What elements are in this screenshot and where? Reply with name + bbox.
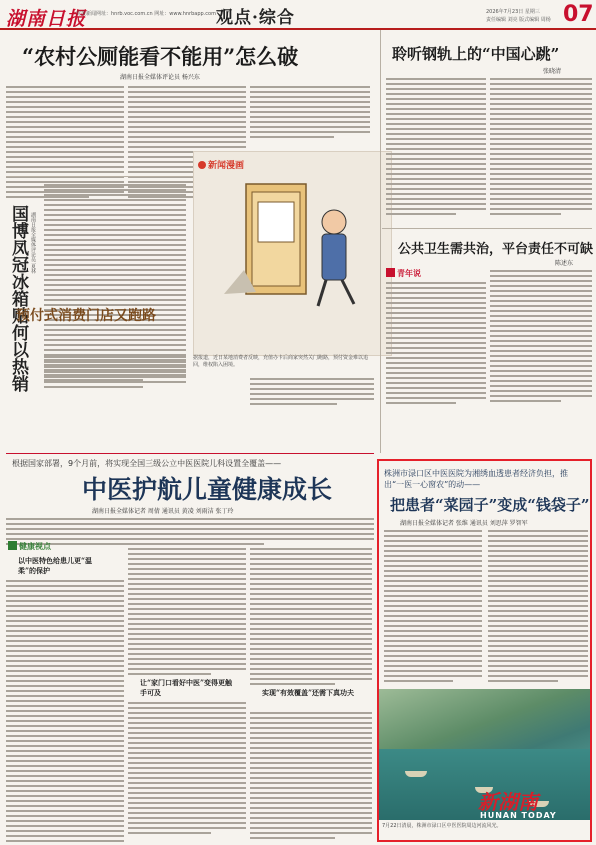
masthead-info: 党报新闻网址：hnrb.voc.com.cn 网址：www.hnrbapp.com [76, 11, 216, 17]
lead-story-headline: 中医护航儿童健康成长 [82, 475, 333, 504]
article3-byline: 陈述东 [555, 260, 574, 267]
lead-story-col3-top [250, 548, 372, 685]
lead-story-rule [6, 453, 374, 454]
lead-story-kicker: 根据国家部署，9个月前，将实现全国三级公立中医医院儿科设置全覆盖—— [12, 459, 282, 468]
article1-col3 [250, 86, 370, 138]
article1-col1 [6, 86, 124, 198]
news-cartoon [193, 151, 392, 356]
masthead-meta [486, 8, 558, 24]
section-title: 观点·综合 [216, 8, 295, 28]
editor-credits: 责任编辑 刘亮 版式编辑 周杨 [486, 17, 551, 23]
article2-headline: 聆听钢轨上的“中国心跳” [392, 45, 560, 63]
article3-col2 [490, 270, 592, 402]
cartoon-illustration [194, 174, 393, 324]
photo-caption: 7月22日清晨，株洲市渌口区中医医院周边河流风光。 [382, 823, 502, 829]
newspaper-logo: 湖南日报 [6, 8, 87, 30]
highlight-kicker: 株洲市渌口区中医医院为湘绣血透患者经济负担，推出“一医一心窗农”的动—— [384, 469, 568, 489]
article1-byline: 湖南日报全媒体评论员 杨兴东 [120, 74, 200, 81]
highlight-col1 [384, 530, 482, 682]
lead-story-col2-top [128, 548, 246, 675]
watermark-brand: 新湖南 [478, 790, 538, 814]
watermark-sub: HUNAN TODAY [480, 811, 557, 820]
page-number: 07 [563, 2, 594, 27]
vertical-column-byline: 湖南日报全媒体评论员 夏林 [30, 212, 36, 274]
cartoon-caption: 据报道，近日某地消费者反映，充值办卡后商家突然关门跑路，预付资金难以追回，维权陷入困境。 [193, 355, 369, 368]
issue-date: 2026年7月23日 星期三 [486, 9, 540, 15]
cartoon-tag: 新闻漫画 [198, 158, 244, 171]
vertical-column-body [44, 184, 186, 381]
lead-story-subhead-2: 让“家门口看好中医”变得更触手可及 [140, 678, 233, 697]
lead-story-subhead-1: 以中医特色给患儿更“温柔”的保护 [18, 556, 93, 575]
article3-tag: 青年说 [386, 268, 421, 279]
article2-col2 [490, 78, 592, 215]
article3-col1 [386, 282, 486, 404]
lead-story-col1 [6, 580, 124, 845]
cartoon-tag-icon [198, 161, 206, 169]
tag-marker-icon [8, 541, 17, 550]
tag-marker-icon [386, 268, 395, 277]
article3-headline: 公共卫生需共治，平台责任不可缺 [398, 242, 594, 257]
cartoon-title: 预付式消费门店又跑路 [16, 308, 156, 324]
lead-story-tag: 健康视点 [8, 541, 51, 552]
article1-headline: “农村公厕能看不能用”怎么破 [22, 44, 299, 69]
lead-story-intro [6, 518, 374, 545]
highlight-headline: 把患者“菜园子”变成“钱袋子” [390, 496, 590, 514]
lead-story-subhead-3: 实现“有效覆盖”还需下真功夫 [262, 688, 355, 697]
lead-story-byline: 湖南日报全媒体记者 周倩 通讯员 黄凌 刘雨洁 张丁玲 [92, 508, 234, 515]
article2-byline: 张晓清 [543, 68, 562, 75]
cartoon-side-text [250, 378, 374, 405]
vertical-column-body-end [44, 356, 186, 388]
article2-col1 [386, 78, 486, 215]
highlight-byline: 湖南日报全媒体记者 张维 通讯员 刘思萍 罗智军 [400, 520, 528, 527]
boat-icon [405, 771, 427, 777]
lead-story-col3-bottom [250, 712, 372, 839]
column-divider [380, 30, 381, 453]
highlight-col2 [488, 530, 588, 682]
vertical-column-headline: 国博凤冠冰箱贴何以热销 [8, 205, 28, 392]
masthead [0, 0, 596, 30]
lead-story-col2-bottom [128, 702, 246, 834]
divider [382, 228, 592, 229]
